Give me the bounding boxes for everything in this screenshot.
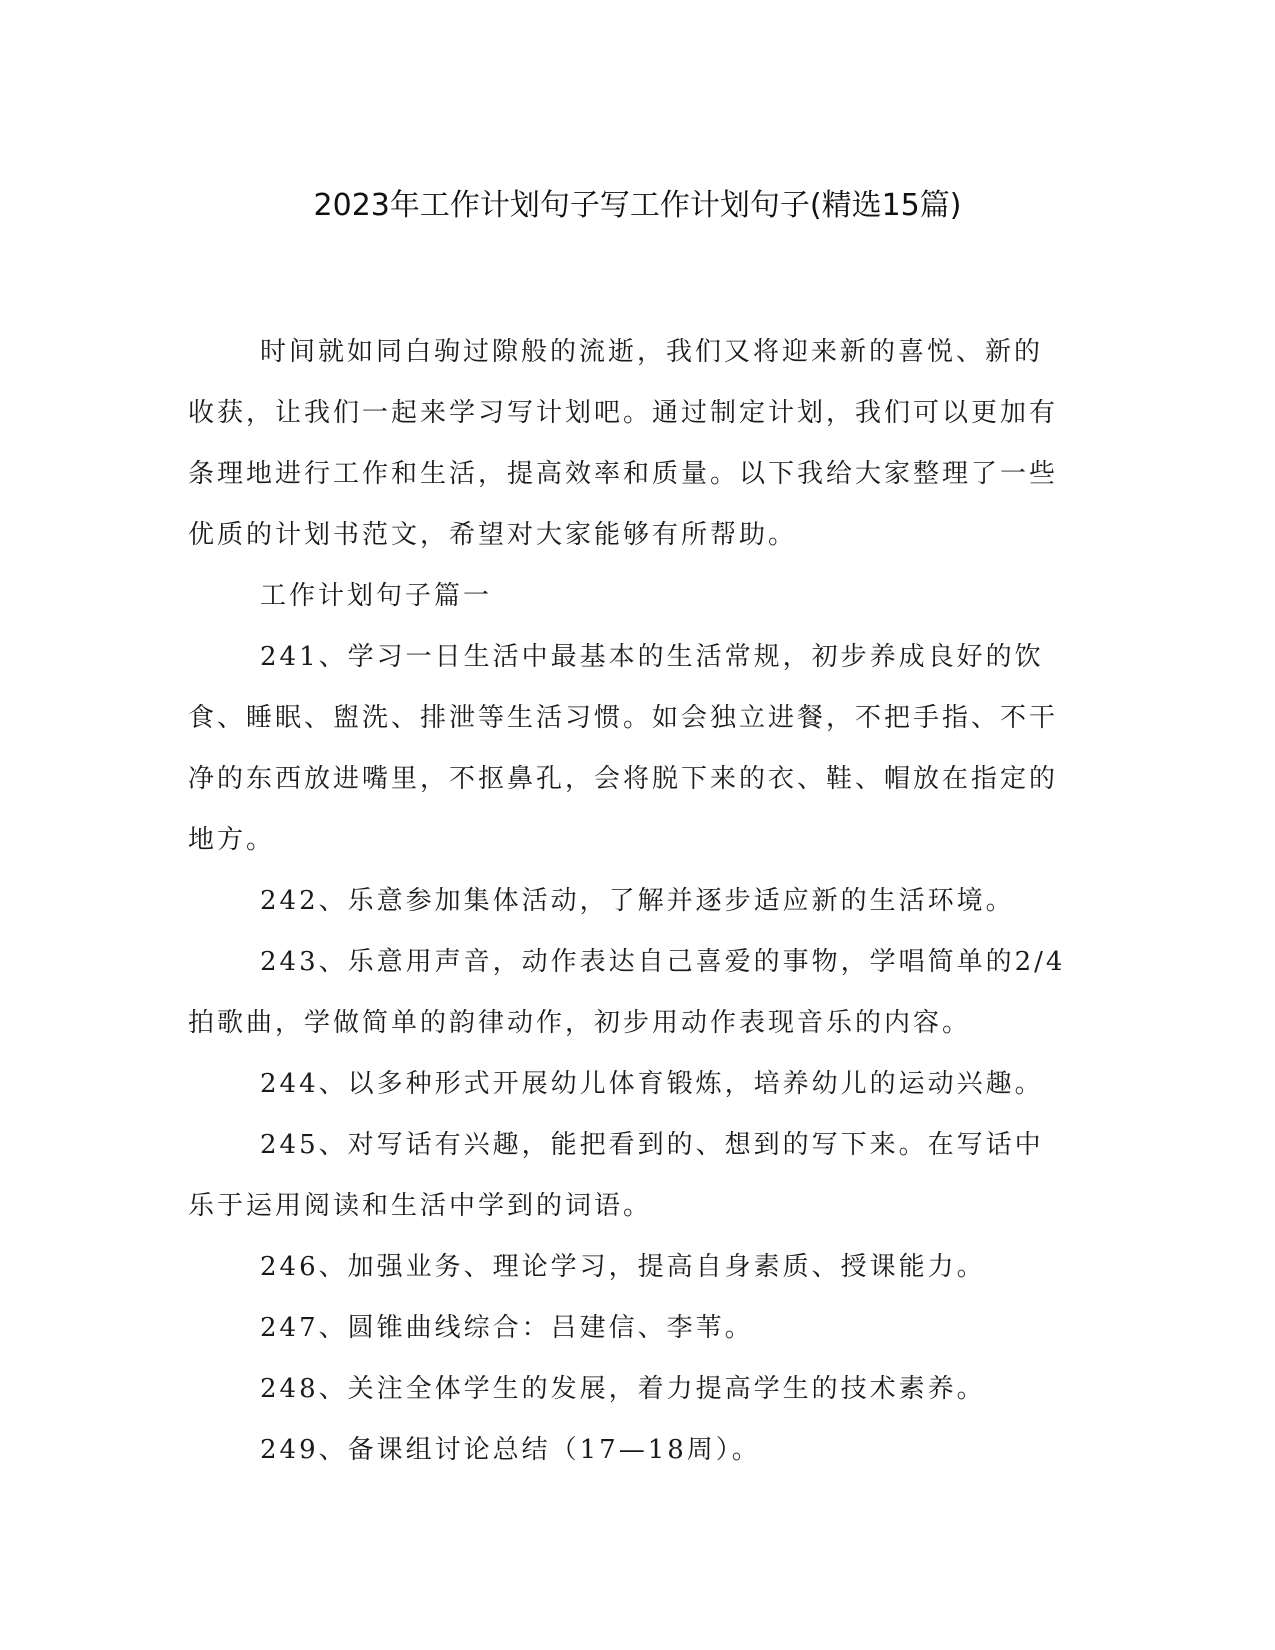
- list-item: 241、学习一日生活中最基本的生活常规，初步养成良好的饮食、睡眠、盥洗、排泄等生活习惯。如会独立进餐，不把手指、不干净的东西放进嘴里，不抠鼻孔，会将脱下来的衣、鞋、帽放在指定的地方。: [188, 642, 1059, 855]
- document-body: [188, 322, 1068, 1481]
- list-item: 247、圆锥曲线综合：吕建信、李苇。: [260, 1313, 754, 1343]
- list-item: 249、备课组讨论总结（17—18周）。: [260, 1435, 761, 1465]
- list-item: 248、关注全体学生的发展，着力提高学生的技术素养。: [260, 1374, 986, 1404]
- list-item: 244、以多种形式开展幼儿体育锻炼，培养幼儿的运动兴趣。: [260, 1069, 1044, 1099]
- list-item: 242、乐意参加集体活动，了解并逐步适应新的生活环境。: [260, 886, 1015, 916]
- section-heading: 工作计划句子篇一: [260, 581, 493, 611]
- intro-paragraph: 时间就如同白驹过隙般的流逝，我们又将迎来新的喜悦、新的收获，让我们一起来学习写计划吧。通过制定计划，我们可以更加有条理地进行工作和生活，提高效率和质量。以下我给大家整理了一些优质的计划书范文，希望对大家能够有所帮助。: [188, 337, 1059, 550]
- list-item: 246、加强业务、理论学习，提高自身素质、授课能力。: [260, 1252, 986, 1282]
- list-item: 243、乐意用声音，动作表达自己喜爱的事物，学唱简单的2/4拍歌曲，学做简单的韵律动作，初步用动作表现音乐的内容。: [188, 947, 1066, 1038]
- document-title: 2023年工作计划句子写工作计划句子(精选15篇): [313, 188, 962, 223]
- list-item: 245、对写话有兴趣，能把看到的、想到的写下来。在写话中乐于运用阅读和生活中学到的词语。: [188, 1130, 1044, 1221]
